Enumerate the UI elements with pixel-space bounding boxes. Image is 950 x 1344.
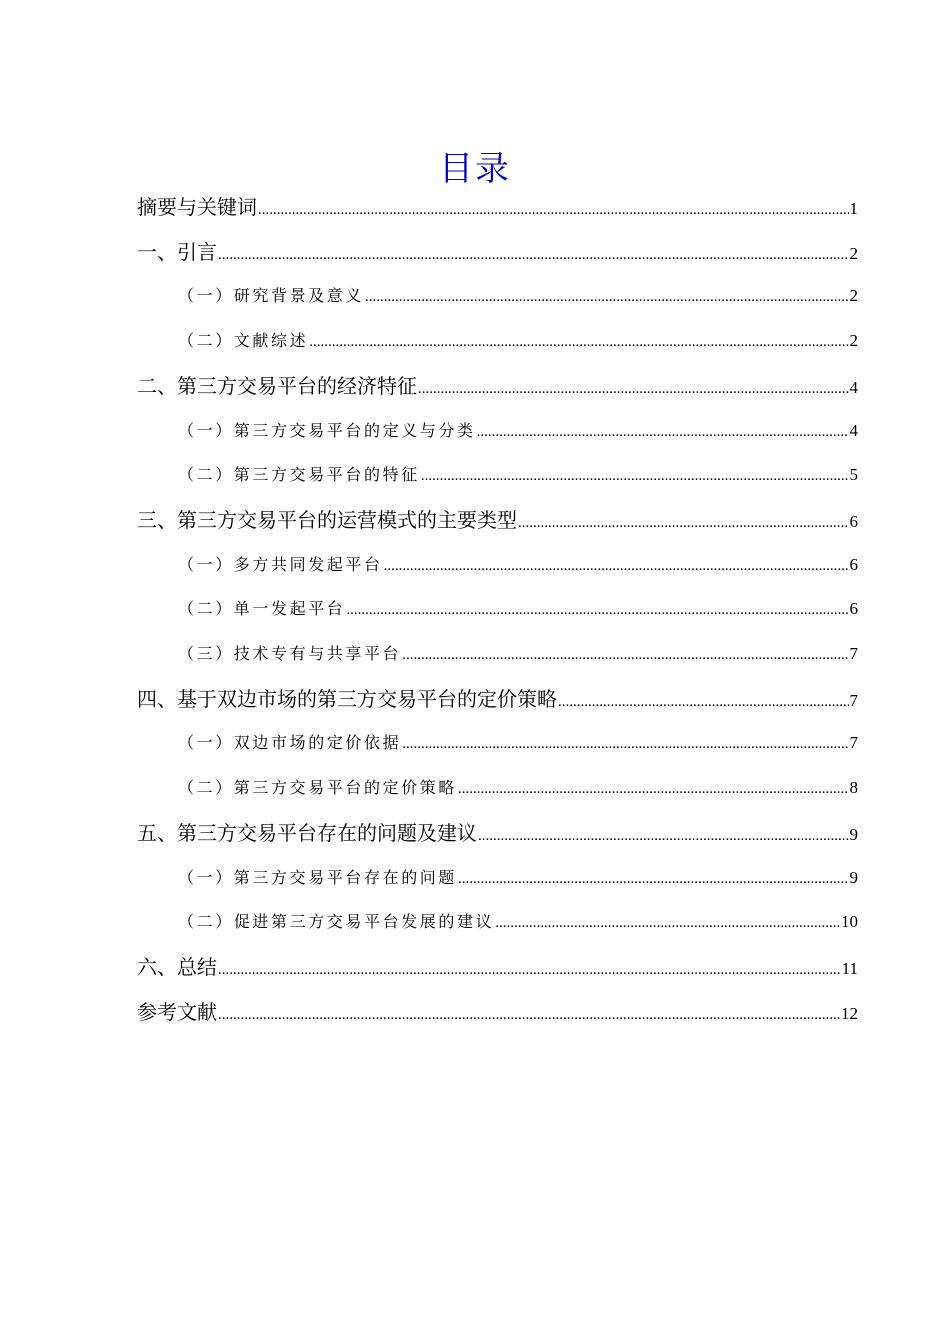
toc-entry[interactable] xyxy=(137,237,858,267)
toc-entry-page-number: 1 xyxy=(849,199,858,218)
toc-entry[interactable] xyxy=(178,907,858,937)
toc-entry[interactable] xyxy=(178,281,858,311)
toc-entry[interactable] xyxy=(137,684,858,714)
toc-dot-leader xyxy=(558,687,849,717)
toc-dot-leader xyxy=(495,908,840,938)
toc-dot-leader xyxy=(218,1000,840,1030)
toc-entry-page-number: 6 xyxy=(849,511,858,531)
toc-entry-label: 四、基于双边市场的第三方交易平台的定价策略 xyxy=(137,686,557,711)
toc-dot-leader xyxy=(418,374,849,404)
toc-entry-label: （三）技术专有与共享平台 xyxy=(178,644,402,663)
toc-entry-page-number: 7 xyxy=(849,644,858,663)
toc-entry-label: 一、引言 xyxy=(137,239,217,264)
toc-dot-leader xyxy=(402,640,848,670)
toc-entry[interactable] xyxy=(178,639,858,669)
toc-entry-label: （一）研究背景及意义 xyxy=(178,286,365,306)
toc-dot-leader xyxy=(478,821,849,851)
toc-entry-label: （二）文献综述 xyxy=(178,331,309,351)
toc-entry[interactable] xyxy=(137,505,858,535)
toc-entry-page-number: 10 xyxy=(841,912,858,932)
toc-entry-label: （一）第三方交易平台的定义与分类 xyxy=(178,420,476,440)
toc-dot-leader xyxy=(309,327,848,357)
toc-entry-page-number: 2 xyxy=(849,331,858,351)
toc-entry[interactable] xyxy=(137,997,858,1027)
toc-entry-page-number: 9 xyxy=(849,867,858,887)
toc-entry-label: （二）第三方交易平台的定价策略 xyxy=(178,778,458,798)
toc-entry-page-number: 6 xyxy=(849,599,858,619)
toc-entry-label: 五、第三方交易平台存在的问题及建议 xyxy=(137,820,477,845)
toc-entry-label: 二、第三方交易平台的经济特征 xyxy=(137,373,417,398)
toc-entry[interactable] xyxy=(178,863,858,893)
toc-entry-page-number: 8 xyxy=(849,778,858,798)
toc-entry-page-number: 11 xyxy=(841,958,858,978)
toc-entry-label: （一）双边市场的定价依据 xyxy=(178,733,402,753)
toc-entry-page-number: 4 xyxy=(849,377,858,397)
toc-entry-page-number: 2 xyxy=(849,243,858,263)
toc-entry-page-number: 7 xyxy=(849,690,858,710)
toc-entry-label: 摘要与关键词 xyxy=(137,195,257,219)
toc-entry-label: 参考文献 xyxy=(137,999,217,1024)
toc-dot-leader xyxy=(346,595,848,625)
toc-entry[interactable] xyxy=(178,728,858,758)
toc-entry-label: （二）第三方交易平台的特征 xyxy=(178,465,420,485)
toc-entry-label: （二）单一发起平台 xyxy=(178,599,346,619)
toc-entry-page-number: 2 xyxy=(849,286,858,306)
toc-entry[interactable] xyxy=(137,818,858,848)
toc-entry-label: 三、第三方交易平台的运营模式的主要类型 xyxy=(137,507,517,532)
toc-entry[interactable] xyxy=(178,326,858,356)
toc-dot-leader xyxy=(384,551,849,581)
toc-entry[interactable] xyxy=(178,416,858,446)
toc-entry-page-number: 7 xyxy=(849,733,858,753)
toc-entry-label: （一）多方共同发起平台 xyxy=(178,554,383,574)
toc-dot-leader xyxy=(458,864,848,894)
toc-title: 目录 xyxy=(439,148,511,189)
toc-entry[interactable] xyxy=(178,773,858,803)
toc-entry-page-number: 9 xyxy=(849,824,858,844)
toc-entry[interactable] xyxy=(137,192,858,222)
toc-entry-label: （二）促进第三方交易平台发展的建议 xyxy=(178,912,495,932)
toc-entry[interactable] xyxy=(137,371,858,401)
toc-dot-leader xyxy=(218,240,849,270)
toc-dot-leader xyxy=(518,508,849,538)
toc-dot-leader xyxy=(477,417,849,447)
toc-dot-leader xyxy=(402,729,848,759)
toc-dot-leader xyxy=(258,195,849,225)
toc-dot-leader xyxy=(218,955,841,985)
toc-dot-leader xyxy=(421,461,849,491)
toc-entry-page-number: 6 xyxy=(849,554,858,574)
toc-entry-page-number: 12 xyxy=(841,1003,858,1023)
toc-entry[interactable] xyxy=(137,952,858,982)
toc-entry[interactable] xyxy=(178,550,858,580)
toc-entry-label: （一）第三方交易平台存在的问题 xyxy=(178,867,458,887)
toc-entry[interactable] xyxy=(178,594,858,624)
toc-entry[interactable] xyxy=(178,460,858,490)
toc-entry-page-number: 4 xyxy=(849,420,858,440)
toc-entry-page-number: 5 xyxy=(849,465,858,485)
toc-dot-leader xyxy=(458,774,848,804)
toc-entry-label: 六、总结 xyxy=(137,954,217,979)
toc-dot-leader xyxy=(365,282,848,312)
